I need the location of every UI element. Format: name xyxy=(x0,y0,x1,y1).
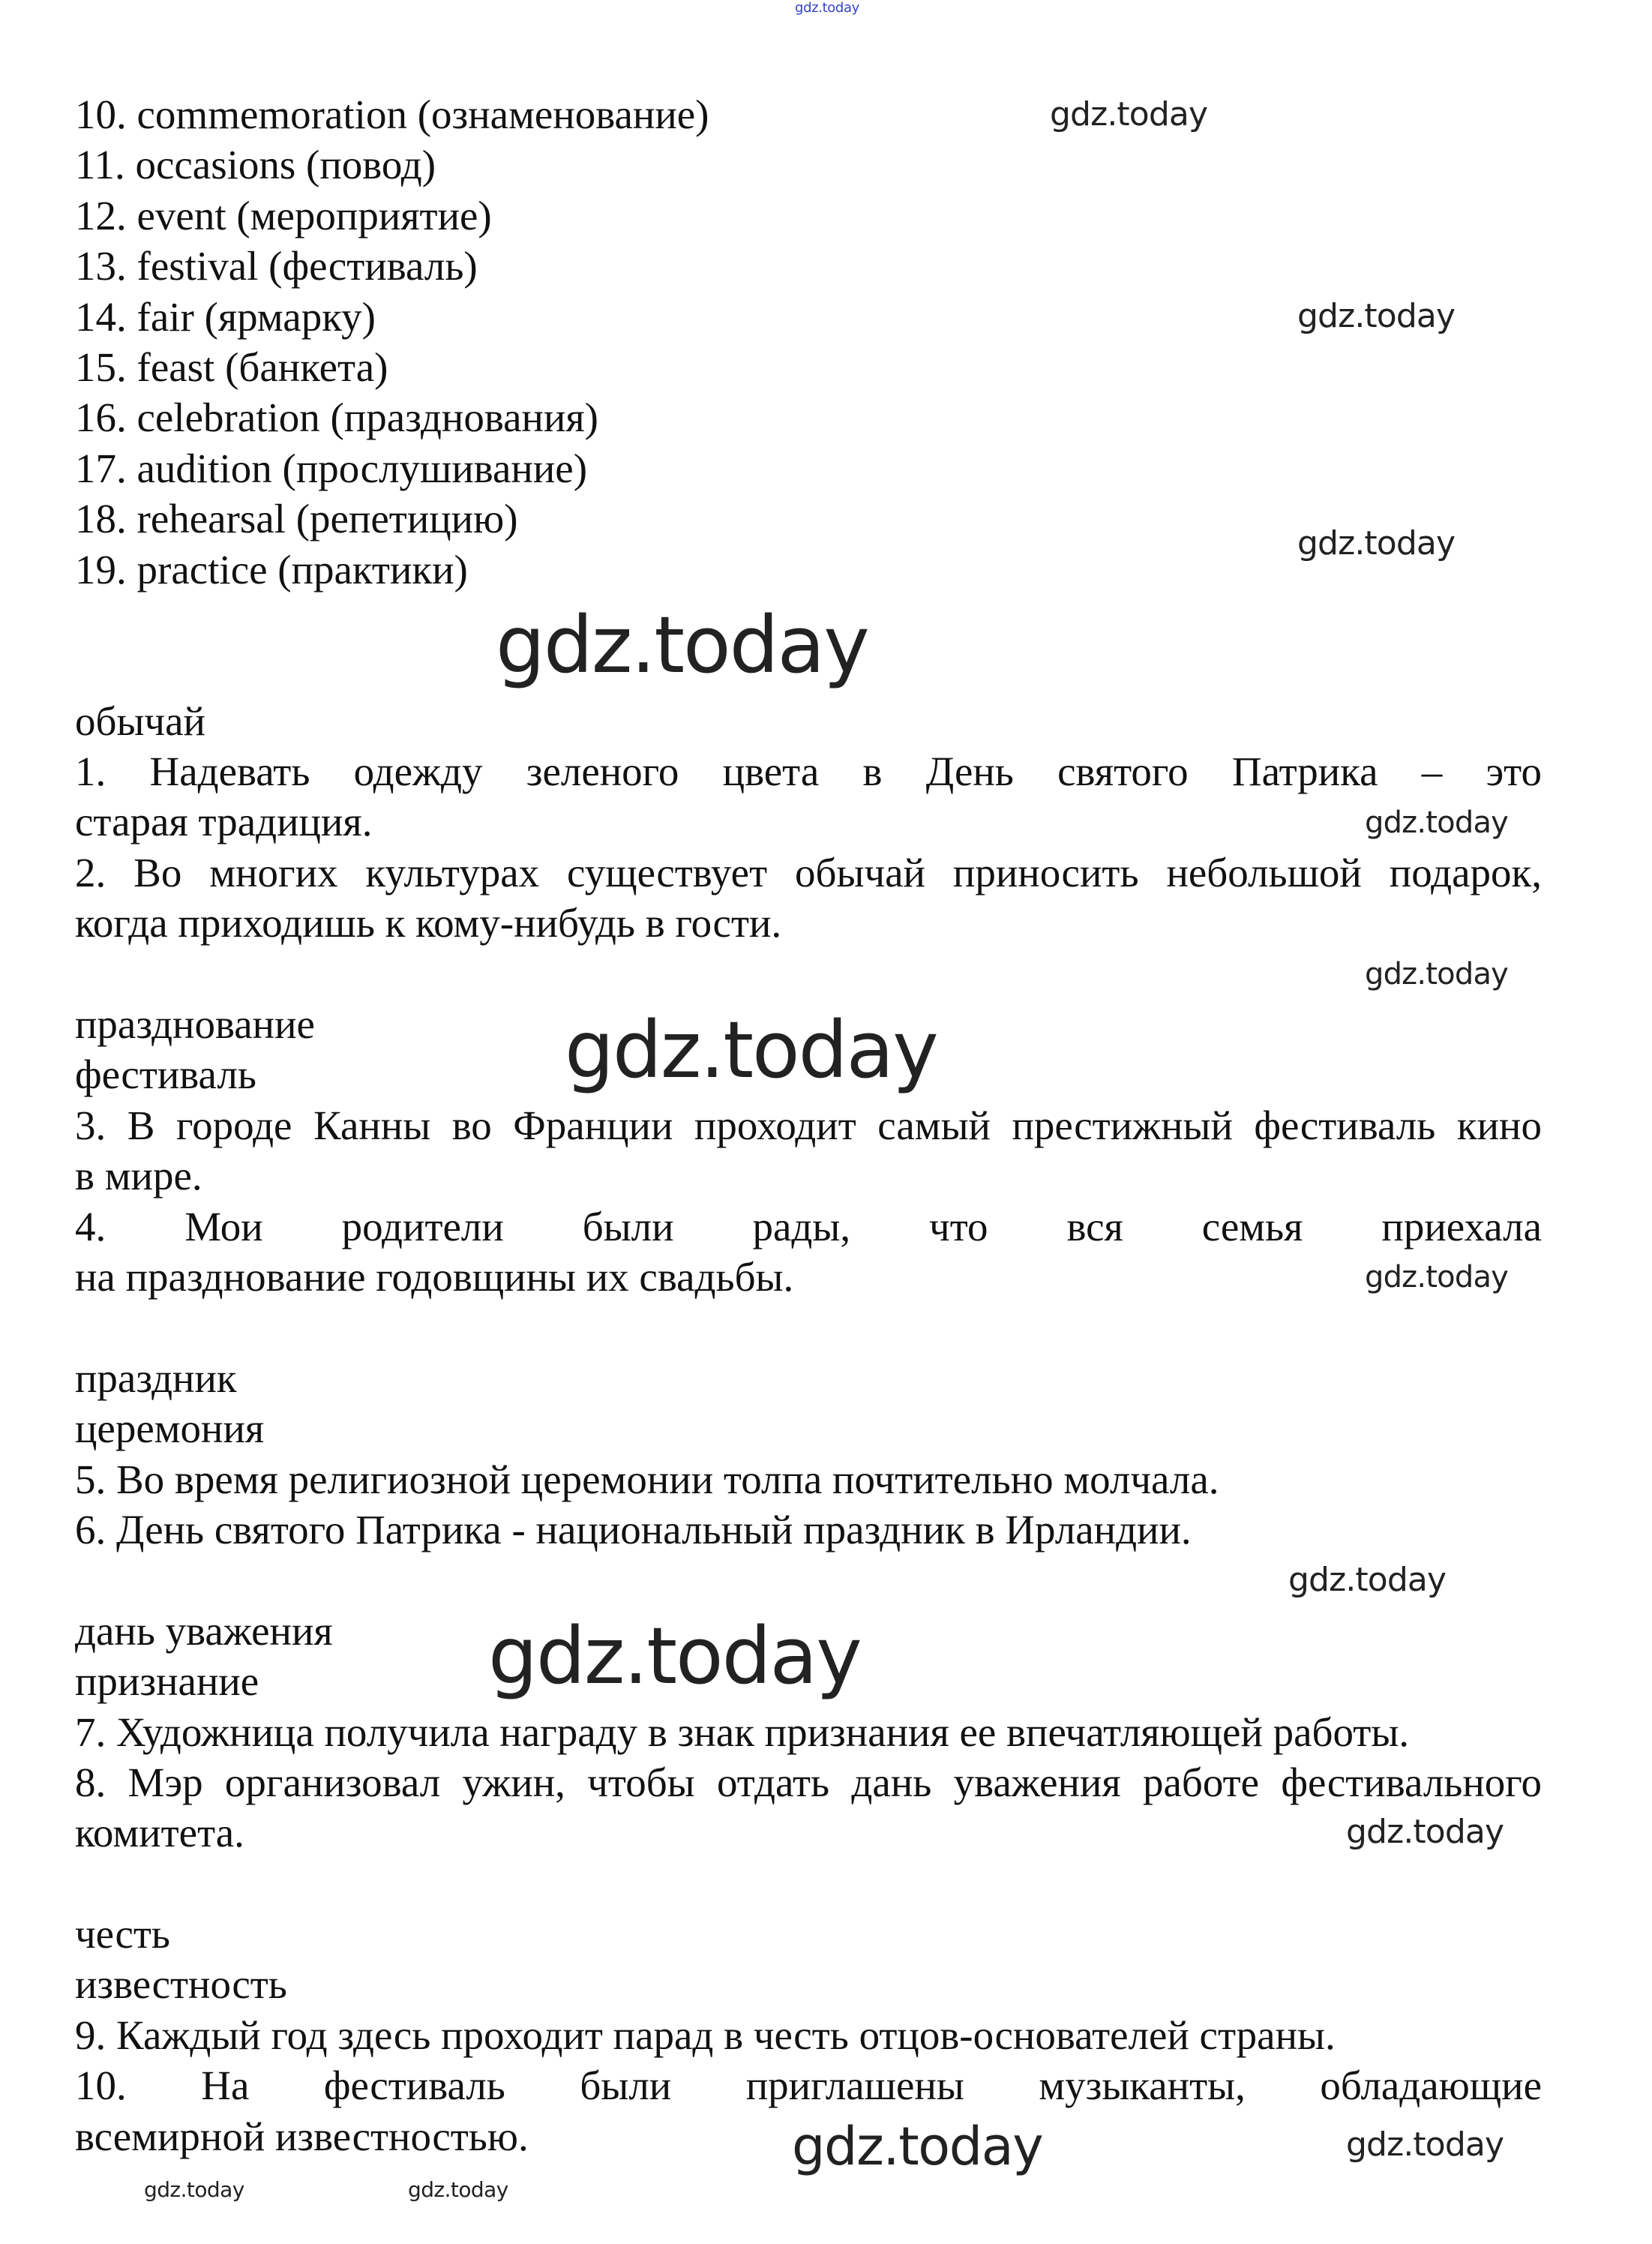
watermark: gdz.today xyxy=(1365,1260,1509,1294)
text-line: праздник xyxy=(75,1354,237,1401)
text-line: церемония xyxy=(75,1406,265,1452)
watermark: gdz.today xyxy=(795,0,859,16)
text-line: на празднование годовщины их свадьбы. xyxy=(75,1253,794,1300)
text-line: 4. Мои родители были рады, что вся семья приехала xyxy=(75,1203,1542,1250)
watermark: gdz.today xyxy=(565,1004,937,1096)
watermark: gdz.today xyxy=(1365,957,1509,992)
text-line: 2. Во многих культурах существует обычай приносить небольшой подарок, xyxy=(75,849,1542,896)
text-line: дань уважения xyxy=(75,1607,333,1654)
blank-line xyxy=(75,1858,1542,1909)
text-line: 11. occasions (повод) xyxy=(75,142,436,188)
text-line: старая традиция. xyxy=(75,799,373,845)
watermark: gdz.today xyxy=(792,2116,1043,2177)
text-line: 6. День святого Патрика - национальный праздник в Ирландии. xyxy=(75,1506,1192,1552)
watermark: gdz.today xyxy=(144,2177,244,2202)
watermark: gdz.today xyxy=(1346,1813,1504,1851)
watermark: gdz.today xyxy=(1297,524,1456,562)
text-line: признание xyxy=(75,1658,259,1705)
text-line: 5. Во время религиозной церемонии толпа почтительно молчала. xyxy=(75,1456,1219,1502)
watermark: gdz.today xyxy=(1050,95,1208,134)
text-line: 9. Каждый год здесь проходит парад в честь отцов-основателей страны. xyxy=(75,2012,1336,2058)
blank-line xyxy=(75,1302,1542,1352)
text-line: 12. event (мероприятие) xyxy=(75,192,492,238)
watermark: gdz.today xyxy=(496,599,868,691)
text-line: 14. fair (ярмарку) xyxy=(75,293,376,340)
document-body xyxy=(75,89,1542,2162)
text-line: 1. Надевать одежду зеленого цвета в День святого Патрика – это xyxy=(75,748,1542,795)
text-line: 15. feast (банкета) xyxy=(75,344,388,390)
text-line: 16. celebration (празднования) xyxy=(75,394,599,441)
watermark: gdz.today xyxy=(1297,297,1456,335)
text-line: 17. audition (прослушивание) xyxy=(75,445,588,491)
text-line: 8. Мэр организовал ужин, чтобы отдать дань уважения работе фестивального xyxy=(75,1759,1542,1805)
text-line: празднование xyxy=(75,1001,315,1048)
text-line: 10. commemoration (ознаменование) xyxy=(75,92,709,137)
text-line: 10. На фестиваль были приглашены музыканты, обладающие xyxy=(75,2062,1542,2109)
text-line: когда приходишь к кому-нибудь в гости. xyxy=(75,900,782,946)
blank-line xyxy=(75,949,1542,999)
text-line: 13. festival (фестиваль) xyxy=(75,243,478,290)
watermark: gdz.today xyxy=(1346,2126,1504,2164)
text-line: обычай xyxy=(75,698,205,744)
text-line: известность xyxy=(75,1961,287,2008)
text-line: всемирной известностью. xyxy=(75,2113,529,2159)
text-line: честь xyxy=(75,1911,170,1958)
text-line: 18. rehearsal (репетицию) xyxy=(75,496,518,542)
text-line: комитета. xyxy=(75,1810,244,1856)
text-line: 19. practice (практики) xyxy=(75,546,468,592)
text-line: фестиваль xyxy=(75,1052,256,1098)
watermark: gdz.today xyxy=(408,2177,508,2202)
watermark: gdz.today xyxy=(1288,1561,1447,1599)
watermark: gdz.today xyxy=(1365,806,1509,840)
text-line: 3. В городе Канны во Франции проходит самый престижный фестиваль кино xyxy=(75,1102,1542,1148)
text-line: 7. Художница получила награду в знак признания ее впечатляющей работы. xyxy=(75,1708,1410,1755)
text-line: в мире. xyxy=(75,1153,202,1199)
watermark: gdz.today xyxy=(488,1610,861,1702)
